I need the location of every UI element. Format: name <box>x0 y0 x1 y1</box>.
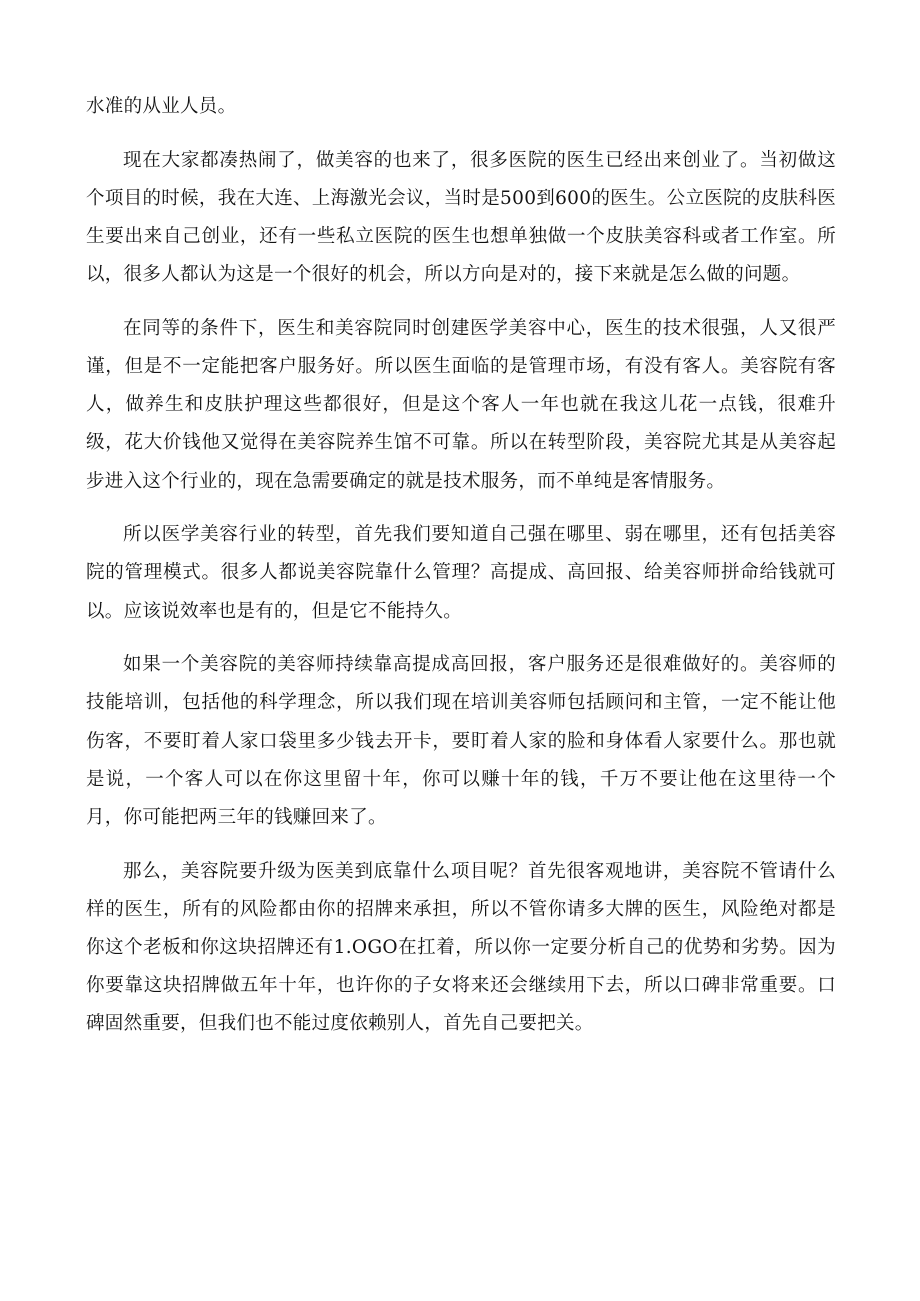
paragraph-beautician-training: 如果一个美容院的美容师持续靠高提成高回报，客户服务还是很难做好的。美容师的技能培训，包括他的科学理念，所以我们现在培训美容师包括顾问和主管，一定不能让他伤客，不要盯着人家口袋里多少钱去开卡，要盯着人家的脸和身体看人家要什么。那也就是说，一个客人可以在你这里留十年，你可以赚十年的钱，千万不要让他在这里待一个月，你可能把两三年的钱赚回来了。 <box>86 654 836 829</box>
paragraph-transformation: 所以医学美容行业的转型，首先我们要知道自己强在哪里、弱在哪里，还有包括美容院的管理模式。很多人都说美容院靠什么管理？高提成、高回报、给美容师拼命给钱就可以。应该说效率也是有的，但是它不能持久。 <box>86 524 836 622</box>
paragraph-entrepreneurship: 现在大家都凑热闹了，做美容的也来了，很多医院的医生已经出来创业了。当初做这个项目的时候，我在大连、上海激光会议，当时是500到600的医生。公立医院的皮肤科医生要出来自己创业，还有一些私立医院的医生也想单独做一个皮肤美容科或者工作室。所以，很多人都认为这是一个很好的机会，所以方向是对的，接下来就是怎么做的问题。 <box>86 149 836 286</box>
document-page <box>86 88 836 1059</box>
paragraph-continuation: 水准的从业人员。 <box>86 96 237 117</box>
paragraph-upgrade-projects: 那么，美容院要升级为医美到底靠什么项目呢？首先很客观地讲，美容院不管请什么样的医生，所有的风险都由你的招牌来承担，所以不管你请多大牌的医生，风险绝对都是你这个老板和你这块招牌还有1.OGO在扛着，所以你一定要分析自己的优势和劣势。因为你要靠这块招牌做五年十年，也许你的子女将来还会继续用下去，所以口碑非常重要。口碑固然重要，但我们也不能过度依赖别人，首先自己要把关。 <box>86 860 836 1035</box>
paragraph-equal-conditions: 在同等的条件下，医生和美容院同时创建医学美容中心，医生的技术很强，人又很严谨，但是不一定能把客户服务好。所以医生面临的是管理市场，有没有客人。美容院有客人，做养生和皮肤护理这些都很好，但是这个客人一年也就在我这儿花一点钱，很难升级，花大价钱他又觉得在美容院养生馆不可靠。所以在转型阶段，美容院尤其是从美容起步进入这个行业的，现在急需要确定的就是技术服务，而不单纯是客情服务。 <box>86 317 836 492</box>
